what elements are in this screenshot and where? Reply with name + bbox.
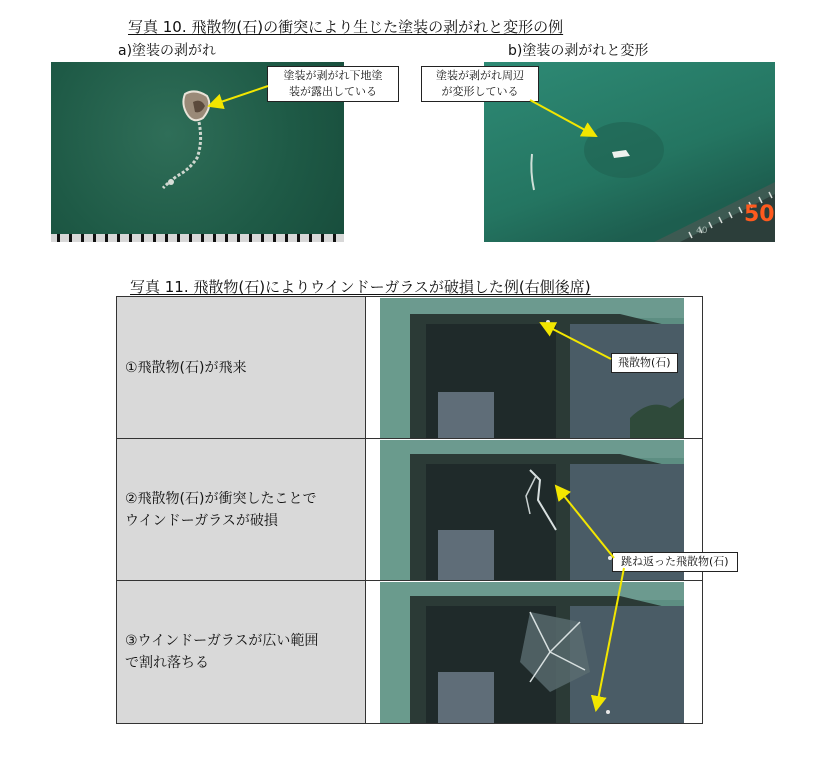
callout-line-2: 装が露出している: [289, 85, 377, 98]
step-line: で割れ落ちる: [125, 655, 209, 671]
step-3-photo-cell: [366, 581, 703, 724]
callout-line-1: 塗装が剥がれ下地塗: [283, 69, 383, 82]
photo11-caption: 写真 11. 飛散物(石)によりウインドーガラスが破損した例(右側後席): [130, 278, 591, 296]
photo10a-label: a)塗装の剥がれ: [118, 43, 217, 59]
callout-bounced-stone: 跳ね返った飛散物(石): [612, 552, 738, 572]
callout-paint-peeled: [267, 66, 399, 102]
photo10-caption: 写真 10. 飛散物(石)の衝突により生じた塗装の剥がれと変形の例: [128, 18, 564, 36]
step-1-text: [117, 297, 366, 439]
callout-line-1: 塗装が剥がれ周辺: [436, 69, 524, 82]
table-row: [117, 581, 703, 724]
callout-line-2: が変形している: [441, 85, 519, 98]
step-3-text: [117, 581, 366, 724]
callout-flying-stone: 飛散物(石): [611, 353, 678, 373]
step-line: ③ウインドーガラスが広い範囲: [125, 633, 319, 649]
ruler-number-50: 50: [744, 202, 775, 227]
step-line: ウインドーガラスが破損: [125, 512, 278, 529]
ruler-number-40: 40: [696, 226, 708, 236]
photo10b-label: b)塗装の剥がれと変形: [508, 43, 649, 59]
step-line: ②飛散物(石)が衝突したことで: [125, 490, 317, 507]
callout-paint-deformed: [421, 66, 539, 102]
step-2-text: [117, 439, 366, 581]
photo-window-shattered: [380, 582, 684, 723]
step-line: ①飛散物(石)が飛来: [125, 359, 247, 376]
